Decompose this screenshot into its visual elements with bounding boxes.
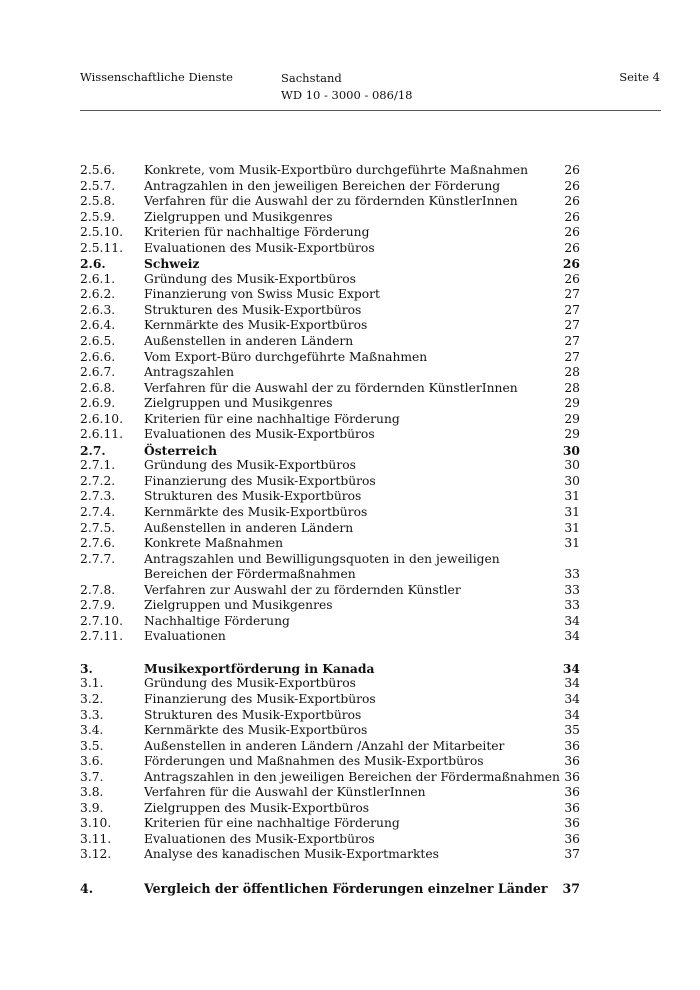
toc-entry-title: Strukturen des Musik-Exportbüros xyxy=(144,707,362,722)
toc-entry-page: 27 xyxy=(564,287,580,302)
toc-entry-page: 26 xyxy=(564,194,580,209)
toc-entry-number: 2.5.8. xyxy=(80,194,116,209)
toc-entry-title: Finanzierung von Swiss Music Export xyxy=(144,287,380,302)
toc-entry xyxy=(80,303,580,319)
toc-entry-number: 3.11. xyxy=(80,831,112,846)
toc-entry-page: 29 xyxy=(564,427,580,442)
toc-entry-title: Verfahren für die Auswahl der zu fördernden KünstlerInnen xyxy=(144,380,518,395)
toc-entry-number: 2.7.2. xyxy=(80,473,116,488)
toc-entry-page: 36 xyxy=(564,769,580,784)
toc-entry-title: Zielgruppen und Musikgenres xyxy=(144,396,333,411)
toc-entry-title: Antragszahlen xyxy=(144,365,234,380)
toc-heading xyxy=(80,256,580,272)
toc-entry-number: 2.6. xyxy=(80,256,106,272)
toc-entry-page: 27 xyxy=(564,334,580,349)
toc-entry xyxy=(80,412,580,428)
toc-entry-title xyxy=(144,552,500,583)
toc-entry-title: Gründung des Musik-Exportbüros xyxy=(144,271,356,286)
toc-block-chapter-4 xyxy=(80,881,580,897)
toc-entry-page: 37 xyxy=(564,847,580,862)
toc-entry-page: 26 xyxy=(564,271,580,286)
toc-entry-page: 31 xyxy=(564,489,580,504)
toc-entry-number: 2.7.7. xyxy=(80,551,116,566)
toc-entry-title: Zielgruppen und Musikgenres xyxy=(144,598,333,613)
toc-entry-number: 2.7.10. xyxy=(80,613,124,628)
toc-block-chapter-3 xyxy=(80,661,580,863)
toc-entry xyxy=(80,832,580,848)
toc-entry-page: 33 xyxy=(564,598,580,613)
toc-entry-number: 2.5.10. xyxy=(80,225,124,240)
toc-entry-title: Verfahren zur Auswahl der zu fördernden Künstler xyxy=(144,582,461,597)
toc-entry-title: Nachhaltige Förderung xyxy=(144,613,290,628)
toc-entry-title: Zielgruppen des Musik-Exportbüros xyxy=(144,800,370,815)
header-page-number: Seite 4 xyxy=(619,70,660,84)
toc-entry xyxy=(80,614,580,630)
toc-entry-number: 2.7.11. xyxy=(80,629,124,644)
toc-entry-number: 2.6.6. xyxy=(80,349,116,364)
toc-entry xyxy=(80,287,580,303)
toc-entry-page: 26 xyxy=(564,178,580,193)
toc-entry-page: 27 xyxy=(564,302,580,317)
toc-entry-number: 2.6.1. xyxy=(80,271,116,286)
toc-entry-number: 3.6. xyxy=(80,754,104,769)
toc-entry-page: 26 xyxy=(562,256,580,272)
toc-entry-page: 26 xyxy=(564,163,580,177)
toc-entry xyxy=(80,318,580,334)
toc-entry-number: 2.5.11. xyxy=(80,240,124,255)
toc-entry-number: 3.7. xyxy=(80,769,104,784)
toc-entry-number: 2.6.10. xyxy=(80,411,124,426)
toc-entry-number: 2.5.7. xyxy=(80,178,116,193)
toc-entry-page: 28 xyxy=(564,380,580,395)
toc-entry-number: 2.7.6. xyxy=(80,536,116,551)
toc-entry-title: Verfahren für die Auswahl der KünstlerInnen xyxy=(144,785,426,800)
toc-entry-page: 34 xyxy=(564,613,580,628)
toc-entry-number: 2.6.3. xyxy=(80,302,116,317)
header-department: Wissenschaftliche Dienste xyxy=(80,70,233,84)
toc-entry-page: 26 xyxy=(564,225,580,240)
toc-entry-number: 3.10. xyxy=(80,816,112,831)
toc-entry-page: 36 xyxy=(564,800,580,815)
toc-entry xyxy=(80,552,580,583)
toc-entry-number: 2.6.5. xyxy=(80,334,116,349)
toc-entry-page: 28 xyxy=(564,365,580,380)
toc-entry-number: 2.7.5. xyxy=(80,520,116,535)
toc-entry-number: 3.8. xyxy=(80,785,104,800)
toc-entry xyxy=(80,598,580,614)
toc-entry-page: 33 xyxy=(564,567,580,582)
toc-entry-number: 3.2. xyxy=(80,691,104,706)
toc-entry-number: 2.6.2. xyxy=(80,287,116,302)
toc-entry-number: 2.7.9. xyxy=(80,598,116,613)
header-reference-number: WD 10 - 3000 - 086/18 xyxy=(281,88,413,102)
toc-heading xyxy=(80,661,580,677)
toc-entry xyxy=(80,770,580,786)
toc-entry-number: 2.5.6. xyxy=(80,163,116,177)
toc-entry xyxy=(80,754,580,770)
table-of-contents xyxy=(80,163,580,897)
toc-entry-number: 3.9. xyxy=(80,800,104,815)
toc-entry xyxy=(80,163,580,179)
toc-entry-title: Außenstellen in anderen Ländern xyxy=(144,334,354,349)
toc-entry xyxy=(80,272,580,288)
toc-entry xyxy=(80,505,580,521)
toc-entry xyxy=(80,521,580,537)
toc-entry-title: Außenstellen in anderen Ländern /Anzahl der Mitarbeiter xyxy=(144,738,505,753)
toc-entry xyxy=(80,350,580,366)
toc-entry-number: 2.7.4. xyxy=(80,505,116,520)
toc-entry-number: 2.5.9. xyxy=(80,209,116,224)
toc-entry-title: Zielgruppen und Musikgenres xyxy=(144,209,333,224)
toc-block-chapter-2 xyxy=(80,163,580,645)
toc-entry-title: Kernmärkte des Musik-Exportbüros xyxy=(144,505,368,520)
toc-entry xyxy=(80,474,580,490)
toc-entry xyxy=(80,210,580,226)
toc-entry-title: Strukturen des Musik-Exportbüros xyxy=(144,302,362,317)
toc-entry-title: Konkrete Maßnahmen xyxy=(144,536,284,551)
toc-entry-page: 26 xyxy=(564,209,580,224)
toc-entry-title: Kernmärkte des Musik-Exportbüros xyxy=(144,318,368,333)
toc-entry-title: Evaluationen des Musik-Exportbüros xyxy=(144,427,375,442)
toc-entry-number: 3. xyxy=(80,660,93,676)
toc-entry-title: Verfahren für die Auswahl der zu fördernden KünstlerInnen xyxy=(144,194,518,209)
toc-entry xyxy=(80,847,580,863)
toc-entry-page: 37 xyxy=(562,880,580,896)
toc-heading xyxy=(80,443,580,459)
toc-entry-page: 34 xyxy=(564,691,580,706)
toc-heading xyxy=(80,881,580,897)
toc-entry-title: Kriterien für eine nachhaltige Förderung xyxy=(144,816,400,831)
toc-entry-title: Gründung des Musik-Exportbüros xyxy=(144,458,356,473)
toc-entry-title: Vom Export-Büro durchgeführte Maßnahmen xyxy=(144,349,428,364)
toc-entry-page: 30 xyxy=(564,473,580,488)
toc-entry-number: 2.6.7. xyxy=(80,365,116,380)
toc-entry-title: Kernmärkte des Musik-Exportbüros xyxy=(144,723,368,738)
toc-entry-number: 2.6.4. xyxy=(80,318,116,333)
toc-entry xyxy=(80,427,580,443)
toc-entry xyxy=(80,785,580,801)
toc-entry-page: 31 xyxy=(564,520,580,535)
toc-entry-title-line: Antragszahlen und Bewilligungsquoten in den jeweiligen xyxy=(144,551,500,566)
toc-entry-page: 34 xyxy=(564,707,580,722)
toc-entry xyxy=(80,629,580,645)
toc-entry-number: 2.6.11. xyxy=(80,427,124,442)
toc-entry xyxy=(80,536,580,552)
toc-entry xyxy=(80,179,580,195)
toc-entry xyxy=(80,381,580,397)
toc-entry-title-line: Bereichen der Fördermaßnahmen xyxy=(144,567,356,582)
toc-entry-title: Analyse des kanadischen Musik-Exportmarktes xyxy=(144,847,439,862)
toc-entry-title: Gründung des Musik-Exportbüros xyxy=(144,676,356,691)
toc-entry-page: 29 xyxy=(564,411,580,426)
toc-entry xyxy=(80,739,580,755)
page-header xyxy=(80,70,660,110)
toc-entry xyxy=(80,676,580,692)
toc-entry-title: Förderungen und Maßnahmen des Musik-Exportbüros xyxy=(144,754,484,769)
toc-entry xyxy=(80,334,580,350)
toc-entry-title: Österreich xyxy=(144,442,218,458)
toc-entry-number: 2.7.3. xyxy=(80,489,116,504)
toc-entry-title: Finanzierung des Musik-Exportbüros xyxy=(144,473,376,488)
toc-entry-page: 27 xyxy=(564,349,580,364)
toc-entry xyxy=(80,225,580,241)
toc-entry xyxy=(80,489,580,505)
toc-entry-page: 34 xyxy=(564,629,580,644)
header-document-type: Sachstand xyxy=(281,71,342,85)
toc-entry xyxy=(80,365,580,381)
toc-entry xyxy=(80,692,580,708)
toc-entry-title: Schweiz xyxy=(144,256,200,272)
toc-entry xyxy=(80,708,580,724)
toc-entry-title: Konkrete, vom Musik-Exportbüro durchgeführte Maßnahmen xyxy=(144,163,529,177)
toc-entry-title: Kriterien für eine nachhaltige Förderung xyxy=(144,411,400,426)
toc-entry-page: 30 xyxy=(562,442,580,458)
toc-entry xyxy=(80,583,580,599)
toc-entry-page: 35 xyxy=(564,723,580,738)
toc-entry-title: Antragszahlen in den jeweiligen Bereichen der Fördermaßnahmen xyxy=(144,769,560,784)
toc-entry-page: 36 xyxy=(564,754,580,769)
toc-entry-page: 33 xyxy=(564,582,580,597)
toc-entry xyxy=(80,458,580,474)
toc-entry-page: 36 xyxy=(564,785,580,800)
toc-entry xyxy=(80,816,580,832)
toc-entry-number: 4. xyxy=(80,880,94,896)
toc-entry-number: 2.7.8. xyxy=(80,582,116,597)
toc-entry-number: 3.1. xyxy=(80,676,104,691)
header-divider xyxy=(80,110,661,111)
toc-entry-number: 2.6.8. xyxy=(80,380,116,395)
toc-entry-title: Kriterien für nachhaltige Förderung xyxy=(144,225,370,240)
toc-entry-page: 29 xyxy=(564,396,580,411)
header-document-info xyxy=(281,70,412,104)
toc-entry xyxy=(80,241,580,257)
toc-entry-number: 2.6.9. xyxy=(80,396,116,411)
toc-entry xyxy=(80,396,580,412)
toc-entry-page: 34 xyxy=(562,660,580,676)
toc-entry-number: 2.7.1. xyxy=(80,458,116,473)
toc-entry-number: 3.5. xyxy=(80,738,104,753)
toc-entry-page: 31 xyxy=(564,505,580,520)
toc-entry-page: 30 xyxy=(564,458,580,473)
toc-entry-page: 36 xyxy=(564,831,580,846)
toc-entry-title: Außenstellen in anderen Ländern xyxy=(144,520,354,535)
toc-entry-title: Evaluationen xyxy=(144,629,226,644)
toc-entry-title: Antragzahlen in den jeweiligen Bereichen der Förderung xyxy=(144,178,501,193)
toc-entry-number: 2.7. xyxy=(80,442,106,458)
toc-entry-title: Evaluationen des Musik-Exportbüros xyxy=(144,831,375,846)
toc-entry-number: 3.4. xyxy=(80,723,104,738)
toc-entry-title: Finanzierung des Musik-Exportbüros xyxy=(144,691,376,706)
toc-entry-page: 36 xyxy=(564,738,580,753)
toc-entry-title: Evaluationen des Musik-Exportbüros xyxy=(144,240,375,255)
toc-entry-number: 3.3. xyxy=(80,707,104,722)
toc-entry xyxy=(80,723,580,739)
toc-entry-page: 31 xyxy=(564,536,580,551)
toc-entry-page: 27 xyxy=(564,318,580,333)
toc-entry-page: 36 xyxy=(564,816,580,831)
toc-entry-title: Strukturen des Musik-Exportbüros xyxy=(144,489,362,504)
toc-entry xyxy=(80,801,580,817)
toc-entry-page: 26 xyxy=(564,240,580,255)
toc-entry-title: Vergleich der öffentlichen Förderungen einzelner Länder xyxy=(144,880,548,896)
toc-entry-title: Musikexportförderung in Kanada xyxy=(144,660,375,676)
toc-entry-page: 34 xyxy=(564,676,580,691)
toc-entry-number: 3.12. xyxy=(80,847,112,862)
toc-entry xyxy=(80,194,580,210)
